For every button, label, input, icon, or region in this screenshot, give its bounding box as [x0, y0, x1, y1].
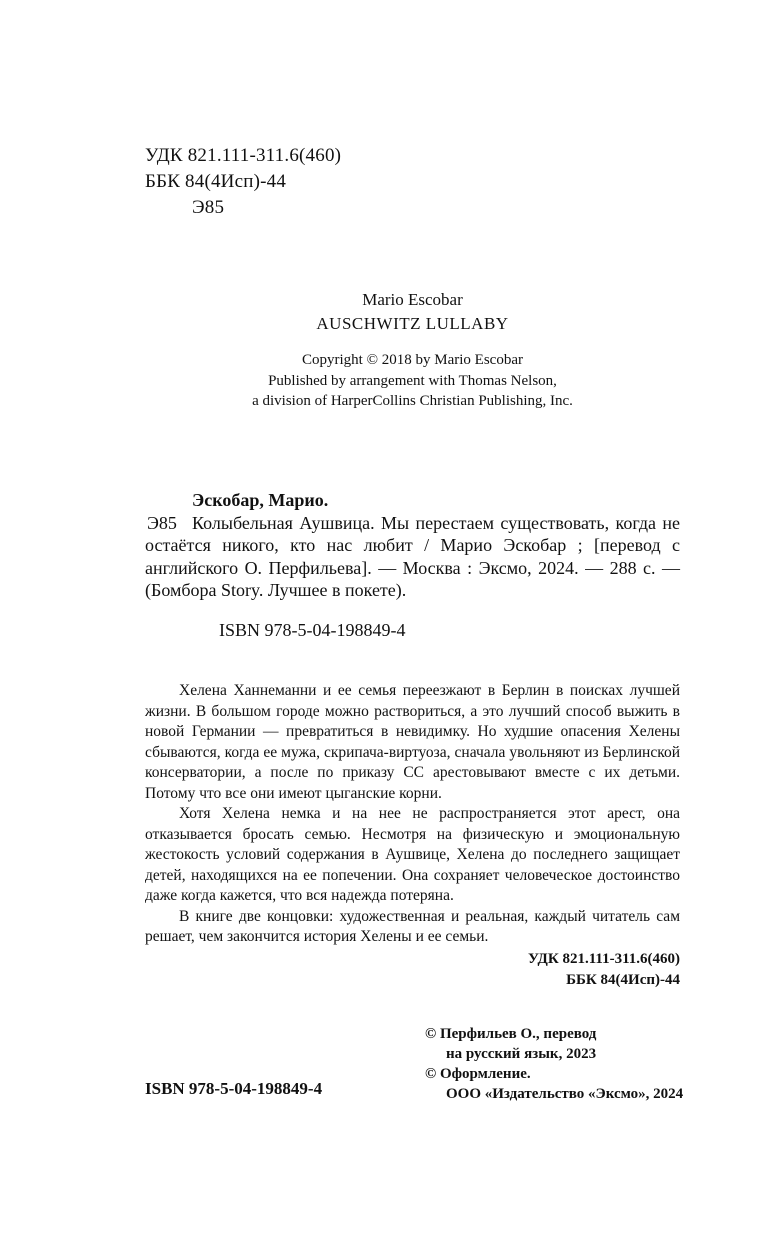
annotation-block	[145, 681, 680, 948]
bottom-codes-block	[145, 949, 680, 991]
copyright-block	[145, 350, 680, 412]
udk-code-top: УДК 821.111-311.6(460)	[145, 145, 342, 166]
catalog-entry	[145, 512, 680, 602]
credit-text: Оформление.	[439, 1066, 531, 1082]
annotation-paragraph: В книге две концовки: художественная и реальная, каждый читатель сам решает, чем закончится история Хелены и ее семьи.	[145, 907, 680, 945]
original-edition-block	[145, 288, 680, 336]
top-codes-block	[145, 143, 341, 221]
copyright-symbol: ©	[425, 1066, 437, 1082]
credit-translation-line1	[425, 1024, 683, 1044]
catalog-isbn: ISBN 978-5-04-198849-4	[219, 619, 406, 640]
copyright-line: Published by arrangement with Thomas Nelson,	[268, 372, 557, 389]
credit-design-line1	[425, 1064, 683, 1084]
original-title: AUSCHWITZ LULLABY	[316, 314, 509, 333]
copyright-symbol: ©	[425, 1026, 437, 1042]
catalog-author: Эскобар, Марио.	[192, 490, 329, 510]
credit-translation-line2: на русский язык, 2023	[446, 1046, 597, 1062]
isbn-bottom: ISBN 978-5-04-198849-4	[145, 1079, 323, 1098]
catalog-entry-text: Колыбельная Аушвица. Мы перестаем существовать, когда не остаётся никого, кто нас любит / Марио Эскобар ; [перевод с английского О. Перфильева]. — Москва : Эксмо, 2024. — 288 с. — (Бомбора Story. Лучшее в покете).	[145, 512, 680, 600]
udk-code-bottom: УДК 821.111-311.6(460)	[528, 951, 680, 967]
original-author: Mario Escobar	[362, 290, 463, 309]
credit-text: Перфильев О., перевод	[439, 1026, 597, 1042]
credits-block	[425, 1024, 683, 1104]
copyright-line: a division of HarperCollins Christian Publishing, Inc.	[252, 393, 573, 409]
catalog-card-block	[145, 489, 680, 641]
annotation-paragraph: Хотя Хелена немка и на нее не распространяется этот арест, она отказывается бросать семью. Несмотря на физическую и эмоциональную жестокость условий содержания в Аушвице, Хелена до последнего защищает детей, находящихся на ее попечении. Она сохраняет человеческое достоинство даже когда кажется, что вся надежда потеряна.	[145, 805, 680, 904]
bbk-code-bottom: ББК 84(4Исп)-44	[566, 972, 680, 988]
author-sign-catalog: Э85	[147, 512, 177, 533]
author-sign-top: Э85	[192, 197, 225, 218]
bbk-code-top: ББК 84(4Исп)-44	[145, 171, 287, 192]
copyright-line: Copyright © 2018 by Mario Escobar	[302, 352, 523, 368]
annotation-paragraph: Хелена Ханнеманни и ее семья переезжают в Берлин в поисках лучшей жизни. В большом городе можно раствориться, а это лучший способ выжить в новой Германии — превратиться в невидимку. Но худшие опасения Хелены сбываются, когда ее мужа, скрипача-виртуоза, сначала увольняют из Берлинской консерватории, а после по приказу СС арестовывают вместе с их детьми. Потому что все они имеют цыганские корни.	[145, 682, 680, 802]
credit-design-line2: ООО «Издательство «Эксмо», 2024	[446, 1086, 684, 1102]
